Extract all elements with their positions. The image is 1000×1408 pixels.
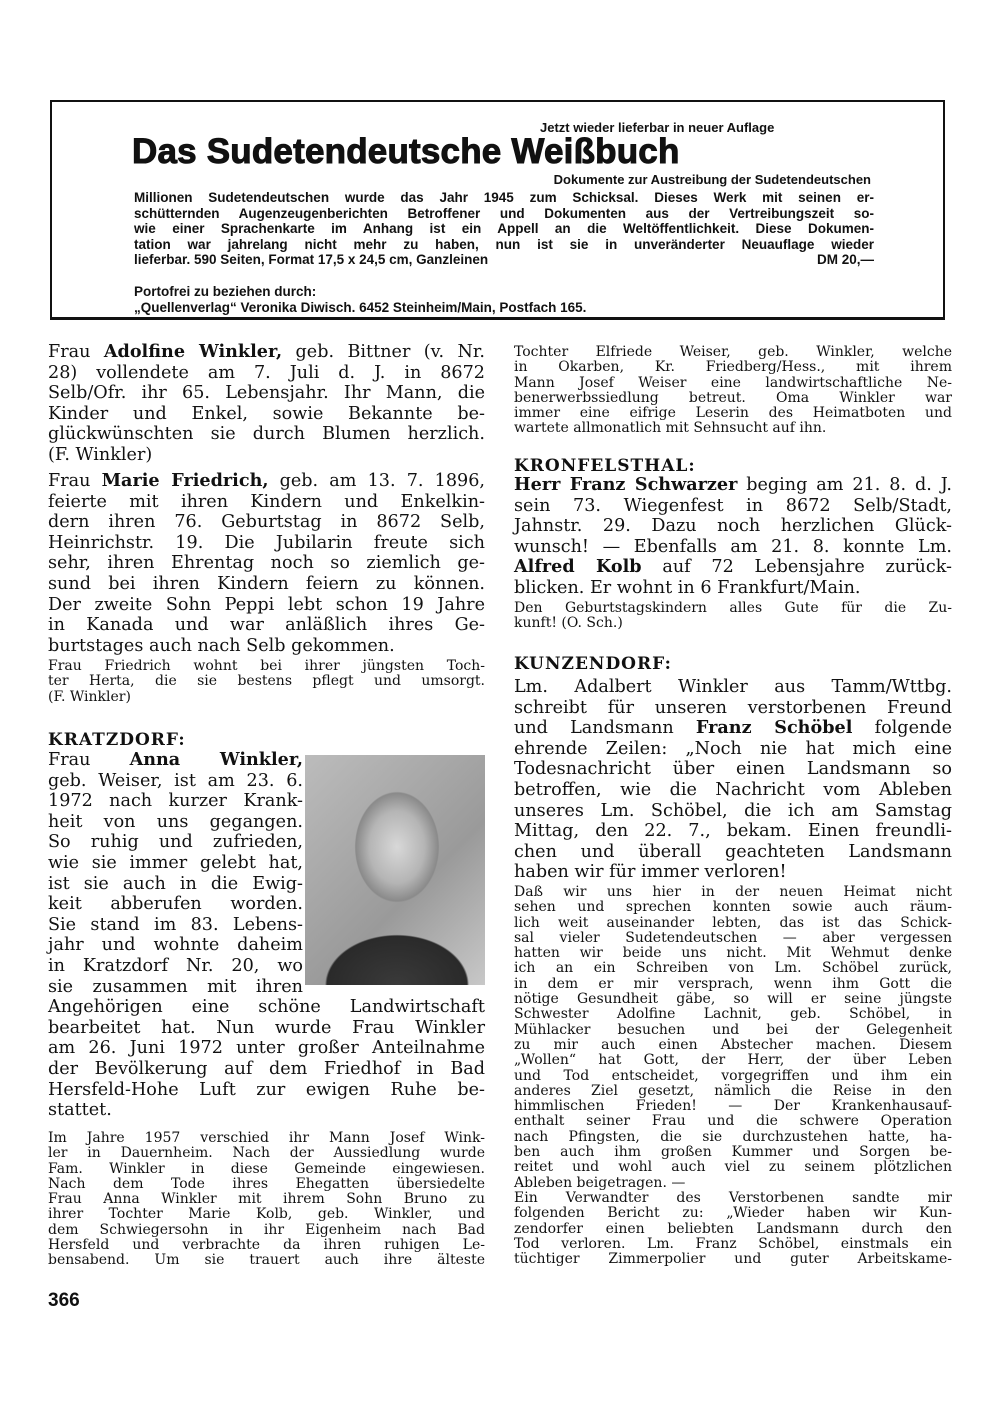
- text-line: betroffen, wie die Nachricht vom Ableben: [514, 779, 952, 800]
- text-line: feierte mit ihren Kindern und Enkelkin-: [48, 491, 485, 512]
- ad-order-line: Portofrei zu beziehen durch:: [134, 284, 317, 299]
- text-line: am 26. Juni 1972 unter großer Anteilnahme: [48, 1038, 485, 1059]
- ad-format: lieferbar. 590 Seiten, Format 17,5 x 24,5 cm, Ganzleinen: [134, 252, 489, 267]
- text-line: stattet.: [48, 1100, 112, 1121]
- text-line: Hersfeld und verbrachte da ihren ruhigen Le-: [48, 1237, 485, 1254]
- text-line: Lm. Adalbert Winkler aus Tamm/Wttbg.: [514, 677, 952, 697]
- text-line: heit von uns gegangen.: [48, 811, 303, 832]
- text-line: Ableben beigetragen. —: [514, 1174, 686, 1191]
- bold-name: Marie Friedrich,: [101, 470, 269, 491]
- text-line: sie zusammen mit ihren: [48, 976, 303, 997]
- text-line: chen und überall geachteten Landsmann: [514, 841, 952, 862]
- text-line: Angehörigen eine schöne Landwirtschaft: [48, 997, 485, 1018]
- text-line: reitet und wohl auch viel zu seinem plötzlichen: [514, 1159, 952, 1176]
- text-line: sein 73. Wiegenfest in 8672 Selb/Stadt,: [514, 495, 952, 516]
- text-line: Hersfeld-Hohe Luft zur ewigen Ruhe be-: [48, 1079, 485, 1100]
- heading-kronfelsthal: KRONFELSTHAL:: [514, 456, 696, 476]
- text-line: dem Schwiegersohn in ihr Eigenheim nach Bad: [48, 1221, 485, 1238]
- text-line: Ein Verwandter des Verstorbenen sandte mir: [514, 1190, 952, 1206]
- text-line: Todesnachricht über einen Landsmann so: [514, 759, 952, 780]
- text-line: sund bei ihren Kindern feiern zu können.: [48, 573, 485, 594]
- text-line: Frau Marie Friedrich, geb. am 13. 7. 1896,: [48, 470, 485, 491]
- ad-kicker: Jetzt wieder lieferbar in neuer Auflage: [540, 120, 775, 135]
- text-line: zendorfer einen beliebten Landsmann durch den: [514, 1220, 952, 1237]
- text-line: Der zweite Sohn Peppi lebt schon 19 Jahre: [48, 594, 485, 615]
- text-line: himmlischen Frieden! — Der Krankenhausauf-: [514, 1098, 952, 1115]
- text-line: keit abberufen worden.: [48, 894, 303, 915]
- text-line: Kinder und Enkel, sowie Bekannte be-: [48, 403, 485, 424]
- text-line: Mann Josef Weiser eine landwirtschaftliche Ne-: [514, 374, 952, 391]
- bold-name: Anna Winkler,: [129, 749, 303, 770]
- text-line: Heinrichstr. 19. Die Jubilarin freute sich: [48, 532, 485, 553]
- text-line: lich weit auseinander lebten, das ist das Schick-: [514, 914, 952, 931]
- text-line: ter Herta, die sie bestens pflegt und umsorgt.: [48, 673, 485, 690]
- text-line: Daß wir uns hier in der neuen Heimat nicht: [514, 884, 952, 900]
- text-line: jahr und wohnte daheim: [48, 935, 303, 956]
- text-line: ler in Dauernheim. Nach der Aussiedlung wurde: [48, 1145, 485, 1162]
- text-line: (F. Winkler): [48, 688, 131, 705]
- text-line: sehr, ihren Ehrentag noch so ziemlich ge-: [48, 553, 485, 574]
- text-line: in Kratzdorf Nr. 20, wo: [48, 955, 303, 976]
- text-line: bensabend. Um sie trauert auch ihre älteste: [48, 1252, 485, 1269]
- ad-line-price: [134, 252, 874, 268]
- left-paragraph-4: [48, 750, 485, 1121]
- text-line: geb. Weiser, ist am 23. 6.: [48, 770, 303, 791]
- text-line: Nach dem Tode ihres Ehegatten übersiedelte: [48, 1175, 485, 1192]
- right-paragraph-1: [514, 345, 952, 437]
- ad-price: DM 20,—: [816, 252, 874, 267]
- text-line: Frau Anna Winkler mit ihrem Sohn Bruno zu: [48, 1191, 485, 1208]
- text-line: Den Geburtstagskindern alles Gute für die Zu-: [514, 600, 952, 616]
- text-line: Herr Franz Schwarzer beging am 21. 8. d. J.: [514, 474, 952, 495]
- text-line: blicken. Er wohnt in 6 Frankfurt/Main.: [514, 577, 861, 598]
- right-paragraph-6: [514, 1191, 952, 1267]
- text-line: und Tod entscheidet, vorgegriffen und ihm ein: [514, 1067, 952, 1084]
- text-line: nach Pfingsten, die sie durchzustehen hatte, ha-: [514, 1128, 952, 1145]
- ad-line: Millionen Sudetendeutschen wurde das Jahr 1945 zum Schicksal. Dieses Werk mit seinen er-: [134, 190, 874, 205]
- right-paragraph-2: [514, 475, 952, 599]
- text-line: 28) vollendete am 7. Juli d. J. in 8672: [48, 362, 485, 383]
- text-line: sehen und sprechen konnten sowie auch räum-: [514, 899, 952, 916]
- text-line: haben wir für immer verloren!: [514, 862, 787, 883]
- text-line: immer eine eifrige Leserin des Heimatboten und: [514, 405, 952, 422]
- text-line: in dem er mir versprach, wenn ihm Gott die: [514, 975, 952, 992]
- left-paragraph-2: [48, 471, 485, 656]
- text-line: anderes Ziel gesetzt, nämlich die Reise in den: [514, 1082, 952, 1099]
- text-line: und Landsmann Franz Schöbel folgende: [514, 717, 952, 739]
- text-line: der Bevölkerung auf dem Friedhof in Bad: [48, 1058, 485, 1079]
- text-line: burtstages auch nach Selb gekommen.: [48, 635, 395, 656]
- text-line: enthalt seiner Frau und die schwere Operation: [514, 1113, 952, 1130]
- text-line: ehrende Zeilen: „Noch nie hat mich eine: [514, 738, 952, 759]
- text-line: wartete allmonatlich mit Sehnsucht auf ihn.: [514, 420, 827, 437]
- text-line: Sie stand im 83. Lebens-: [48, 914, 303, 935]
- bold-name: Herr Franz Schwarzer: [514, 474, 738, 495]
- text-line: „Wollen“ hat Gott, der Herr, der über Leben: [514, 1052, 952, 1069]
- text-line: 1972 nach kurzer Krank-: [48, 791, 303, 812]
- left-paragraph-3: [48, 659, 485, 705]
- text-line: wunsch! — Ebenfalls am 21. 8. konnte Lm.: [514, 536, 952, 557]
- text-line: Mittag, den 22. 7., bekam. Einen freundli-: [514, 821, 952, 842]
- right-paragraph-5: [514, 885, 952, 1191]
- right-paragraph-3: [514, 601, 952, 632]
- ad-line: schütternden Augenzeugenberichten Betroffener und Dokumenten aus der Vertreibungszeit so-: [134, 205, 874, 221]
- text-line: in Okarben, Kr. Friedberg/Hess., mit ihrem: [514, 359, 952, 376]
- text-line: glückwünschten sie durch Blumen herzlich.: [48, 424, 485, 445]
- text-line: ich an ein Schreiben von Lm. Schöbel zurück,: [514, 960, 952, 977]
- bold-name: Adolfine Winkler,: [103, 341, 283, 362]
- text-line: zu mir auch einen Abstecher machen. Diesem: [514, 1036, 952, 1053]
- bold-name: Alfred Kolb: [514, 556, 642, 578]
- text-line: schreibt für unseren verstorbenen Freund: [514, 697, 952, 718]
- text-line: Tod verloren. Lm. Franz Schöbel, einstmals ein: [514, 1235, 952, 1252]
- book-advertisement: [50, 100, 945, 320]
- heading-kunzendorf: KUNZENDORF:: [514, 654, 672, 674]
- text-line: Frau Anna Winkler,: [48, 749, 303, 770]
- text-line: Frau Adolfine Winkler, geb. Bittner (v. Nr.: [48, 341, 485, 362]
- text-line: ben auch ihm großen Kummer und Sorgen be-: [514, 1144, 952, 1161]
- right-paragraph-4: [514, 677, 952, 883]
- text-line: Jahnstr. 29. Dazu noch herzlichen Glück-: [514, 516, 952, 537]
- text-line: in Kanada und war anläßlich ihres Ge-: [48, 615, 485, 636]
- text-line: (F. Winkler): [48, 444, 153, 465]
- left-paragraph-5: [48, 1131, 485, 1269]
- text-line: So ruhig und zufrieden,: [48, 832, 303, 853]
- text-line: unseres Lm. Schöbel, die ich am Samstag: [514, 800, 952, 821]
- text-line: dern ihren 76. Geburtstag in 8672 Selb,: [48, 512, 485, 533]
- ad-line: wie einer Sprachenkarte im Anhang ist ein Appell an die Weltöffentlichkeit. Diese Dokumen-: [134, 221, 874, 236]
- heading-kratzdorf: KRATZDORF:: [48, 730, 186, 750]
- ad-title: Das Sudetendeutsche Weißbuch: [132, 132, 680, 171]
- text-line: wie sie immer gelebt hat,: [48, 852, 303, 873]
- text-line: Selb/Ofr. ihr 65. Lebensjahr. Ihr Mann, die: [48, 383, 485, 404]
- ad-order-line: „Quellenverlag“ Veronika Diwisch. 6452 Steinheim/Main, Postfach 165.: [134, 299, 587, 315]
- text-line: kunft! (O. Sch.): [514, 615, 623, 632]
- text-line: Im Jahre 1957 verschied ihr Mann Josef Wink-: [48, 1130, 485, 1146]
- ad-order-info: [134, 284, 874, 315]
- left-paragraph-1: [48, 342, 485, 466]
- text-line: Schwester Adolfine Lachnit, geb. Schöbel, in: [514, 1006, 952, 1023]
- text-line: hatten wir beide uns nicht. Mit Wehmut denke: [514, 945, 952, 962]
- ad-body: [134, 190, 874, 268]
- text-line: ihrer Tochter Marie Kolb, geb. Winkler, und: [48, 1206, 485, 1223]
- bold-name: Franz Schöbel: [695, 717, 853, 739]
- ad-subtitle: Dokumente zur Austreibung der Sudetendeutschen: [553, 172, 871, 187]
- text-line: nötige Gesundheit gäbe, so will er seine jüngste: [514, 991, 952, 1008]
- ad-line: tation war jahrelang nicht mehr zu haben, nun ist sie in unveränderter Neuauflage wieder: [134, 236, 874, 252]
- page-number: 366: [48, 1290, 80, 1311]
- text-line: Frau Friedrich wohnt bei ihrer jüngsten Toch-: [48, 658, 485, 674]
- text-line: Tochter Elfriede Weiser, geb. Winkler, welche: [514, 344, 952, 360]
- text-line: ist sie auch in die Ewig-: [48, 873, 303, 894]
- text-line: Mühlacker besuchen und bei der Gelegenheit: [514, 1021, 952, 1038]
- text-line: folgenden Bericht zu: „Wieder haben wir Kun-: [514, 1205, 952, 1222]
- text-line: benerwerbssiedlung betreut. Oma Winkler war: [514, 389, 952, 406]
- text-line: Alfred Kolb auf 72 Lebensjahre zurück-: [514, 556, 952, 578]
- text-line: sal vieler Sudetendeutschen — aber vergessen: [514, 929, 952, 946]
- text-line: tüchtiger Zimmerpolier und guter Arbeitskame-: [514, 1251, 952, 1268]
- text-line: bearbeitet hat. Nun wurde Frau Winkler: [48, 1017, 485, 1038]
- text-line: Fam. Winkler in diese Gemeinde eingewiesen.: [48, 1160, 485, 1177]
